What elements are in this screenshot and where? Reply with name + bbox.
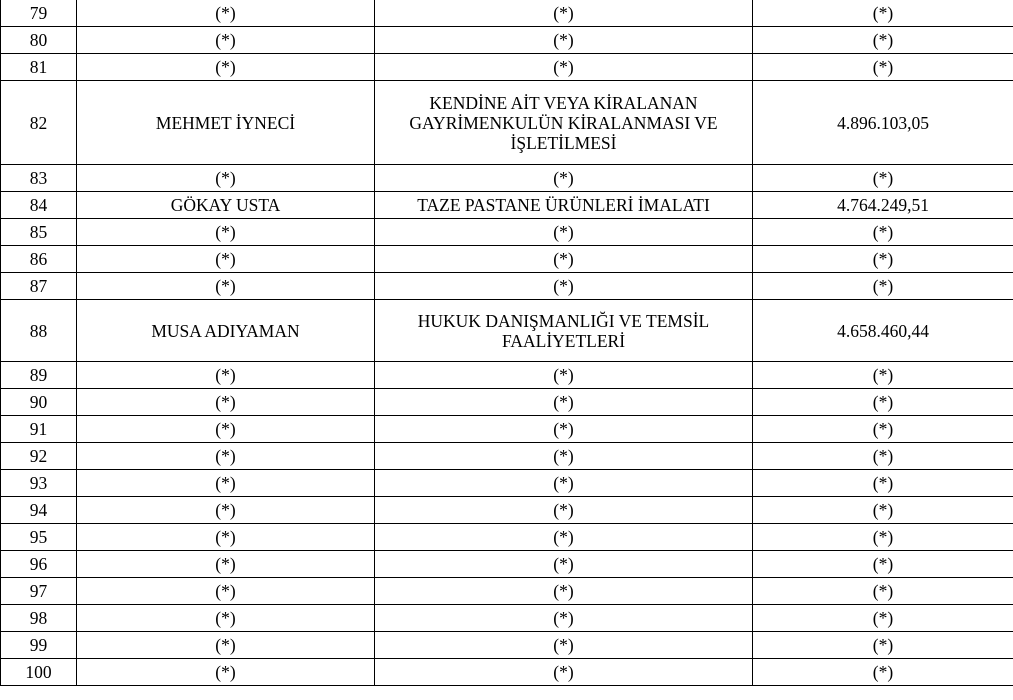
name-cell: (*)	[77, 219, 375, 246]
amount-cell: 4.764.249,51	[753, 192, 1013, 219]
amount-cell: (*)	[753, 497, 1013, 524]
row-number-cell: 81	[1, 54, 77, 81]
table-row	[1, 0, 1013, 27]
activity-cell: (*)	[375, 0, 753, 27]
name-cell: (*)	[77, 443, 375, 470]
name-cell: (*)	[77, 470, 375, 497]
name-cell: (*)	[77, 632, 375, 659]
table-row	[1, 165, 1013, 192]
name-cell: (*)	[77, 273, 375, 300]
row-number-cell: 79	[1, 0, 77, 27]
activity-cell: (*)	[375, 443, 753, 470]
row-number-cell: 92	[1, 443, 77, 470]
activity-cell: TAZE PASTANE ÜRÜNLERİ İMALATI	[375, 192, 753, 219]
name-cell: MUSA ADIYAMAN	[77, 300, 375, 362]
table-row	[1, 632, 1013, 659]
name-cell: (*)	[77, 416, 375, 443]
row-number-cell: 86	[1, 246, 77, 273]
activity-cell: (*)	[375, 389, 753, 416]
activity-cell: (*)	[375, 165, 753, 192]
amount-cell: (*)	[753, 273, 1013, 300]
name-cell: (*)	[77, 27, 375, 54]
activity-cell: (*)	[375, 551, 753, 578]
row-number-cell: 98	[1, 605, 77, 632]
table-row	[1, 273, 1013, 300]
amount-cell: (*)	[753, 605, 1013, 632]
activity-cell: (*)	[375, 416, 753, 443]
amount-cell: 4.896.103,05	[753, 81, 1013, 165]
table-row	[1, 81, 1013, 165]
amount-cell: (*)	[753, 389, 1013, 416]
table-body	[1, 0, 1013, 686]
row-number-cell: 100	[1, 659, 77, 686]
name-cell: MEHMET İYNECİ	[77, 81, 375, 165]
activity-cell: KENDİNE AİT VEYA KİRALANAN GAYRİMENKULÜN KİRALANMASI VE İŞLETİLMESİ	[375, 81, 753, 165]
table-row	[1, 416, 1013, 443]
row-number-cell: 82	[1, 81, 77, 165]
table-row	[1, 659, 1013, 686]
row-number-cell: 88	[1, 300, 77, 362]
table-row	[1, 219, 1013, 246]
table-row	[1, 578, 1013, 605]
amount-cell: 4.658.460,44	[753, 300, 1013, 362]
activity-cell: (*)	[375, 632, 753, 659]
row-number-cell: 94	[1, 497, 77, 524]
name-cell: (*)	[77, 659, 375, 686]
amount-cell: (*)	[753, 416, 1013, 443]
activity-cell: (*)	[375, 273, 753, 300]
row-number-cell: 85	[1, 219, 77, 246]
table-row	[1, 470, 1013, 497]
row-number-cell: 80	[1, 27, 77, 54]
row-number-cell: 93	[1, 470, 77, 497]
row-number-cell: 97	[1, 578, 77, 605]
name-cell: (*)	[77, 246, 375, 273]
activity-cell: (*)	[375, 524, 753, 551]
table-row	[1, 54, 1013, 81]
table-row	[1, 389, 1013, 416]
name-cell: (*)	[77, 165, 375, 192]
row-number-cell: 87	[1, 273, 77, 300]
name-cell: (*)	[77, 0, 375, 27]
activity-cell: (*)	[375, 659, 753, 686]
amount-cell: (*)	[753, 362, 1013, 389]
activity-cell: (*)	[375, 54, 753, 81]
activity-cell: (*)	[375, 605, 753, 632]
name-cell: (*)	[77, 389, 375, 416]
name-cell: (*)	[77, 578, 375, 605]
activity-cell: (*)	[375, 578, 753, 605]
table-row	[1, 605, 1013, 632]
amount-cell: (*)	[753, 0, 1013, 27]
activity-cell: (*)	[375, 470, 753, 497]
amount-cell: (*)	[753, 659, 1013, 686]
row-number-cell: 89	[1, 362, 77, 389]
amount-cell: (*)	[753, 246, 1013, 273]
amount-cell: (*)	[753, 54, 1013, 81]
amount-cell: (*)	[753, 27, 1013, 54]
amount-cell: (*)	[753, 165, 1013, 192]
row-number-cell: 84	[1, 192, 77, 219]
activity-cell: (*)	[375, 497, 753, 524]
amount-cell: (*)	[753, 632, 1013, 659]
amount-cell: (*)	[753, 551, 1013, 578]
row-number-cell: 96	[1, 551, 77, 578]
table-row	[1, 192, 1013, 219]
table-row	[1, 300, 1013, 362]
row-number-cell: 83	[1, 165, 77, 192]
table-row	[1, 246, 1013, 273]
name-cell: (*)	[77, 362, 375, 389]
name-cell: GÖKAY USTA	[77, 192, 375, 219]
activity-cell: (*)	[375, 246, 753, 273]
row-number-cell: 90	[1, 389, 77, 416]
amount-cell: (*)	[753, 578, 1013, 605]
row-number-cell: 99	[1, 632, 77, 659]
activity-cell: HUKUK DANIŞMANLIĞI VE TEMSİL FAALİYETLERİ	[375, 300, 753, 362]
activity-cell: (*)	[375, 219, 753, 246]
amount-cell: (*)	[753, 443, 1013, 470]
name-cell: (*)	[77, 551, 375, 578]
table-row	[1, 551, 1013, 578]
activity-cell: (*)	[375, 362, 753, 389]
amount-cell: (*)	[753, 219, 1013, 246]
amount-cell: (*)	[753, 524, 1013, 551]
table-row	[1, 27, 1013, 54]
table-row	[1, 497, 1013, 524]
name-cell: (*)	[77, 524, 375, 551]
activity-cell: (*)	[375, 27, 753, 54]
table-row	[1, 524, 1013, 551]
row-number-cell: 95	[1, 524, 77, 551]
name-cell: (*)	[77, 54, 375, 81]
table-row	[1, 362, 1013, 389]
amount-cell: (*)	[753, 470, 1013, 497]
row-number-cell: 91	[1, 416, 77, 443]
table-row	[1, 443, 1013, 470]
name-cell: (*)	[77, 497, 375, 524]
name-cell: (*)	[77, 605, 375, 632]
